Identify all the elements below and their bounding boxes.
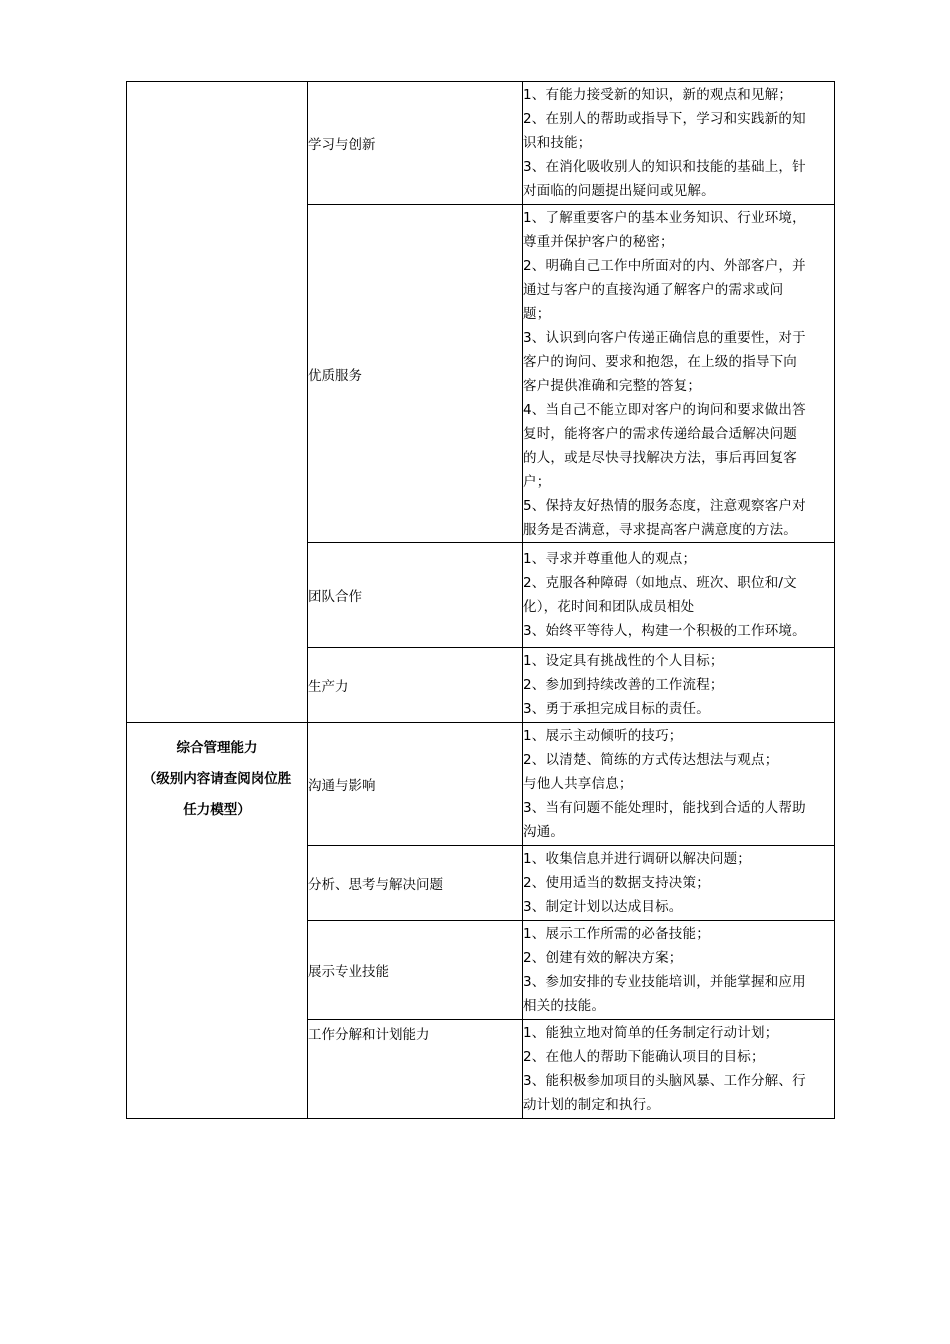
description-line: 4、当自己不能立即对客户的询问和要求做出答 — [523, 401, 806, 418]
description-line: 1、寻求并尊重他人的观点； — [523, 551, 697, 567]
description-line: 客户提供准确和完整的答复； — [523, 377, 702, 394]
competency-table — [126, 81, 835, 1119]
skill-name: 展示专业技能 — [308, 921, 523, 1020]
description-line: 2、克服各种障碍（如地点、班次、职位和/文 — [523, 575, 797, 591]
description-line: 2、使用适当的数据支持决策； — [523, 875, 710, 891]
description-line: 2、以清楚、简练的方式传达想法与观点； — [523, 752, 779, 768]
description-line: 复时，能将客户的需求传递给最合适解决问题 — [523, 425, 797, 442]
skill-description — [523, 723, 835, 846]
description-line: 1、设定具有挑战性的个人目标； — [523, 653, 724, 669]
table-row — [127, 723, 835, 846]
skill-name: 团队合作 — [308, 543, 523, 648]
skill-name: 工作分解和计划能力 — [308, 1020, 523, 1119]
description-line: 通过与客户的直接沟通了解客户的需求或问 — [523, 281, 784, 298]
skill-description — [523, 846, 835, 921]
description-line: 2、在他人的帮助下能确认项目的目标； — [523, 1049, 765, 1065]
table-row — [127, 82, 835, 205]
description-line: 3、制定计划以达成目标。 — [523, 899, 683, 915]
category-note: 任力模型） — [183, 802, 251, 818]
skill-description — [523, 1020, 835, 1119]
description-line: 1、收集信息并进行调研以解决问题； — [523, 851, 751, 867]
skill-description — [523, 921, 835, 1020]
description-line: 3、当有问题不能处理时，能找到合适的人帮助 — [523, 800, 806, 816]
skill-name: 优质服务 — [308, 205, 523, 543]
description-line: 的人，或是尽快寻找解决方法，事后再回复客 — [523, 449, 797, 466]
description-line: 识和技能； — [523, 135, 592, 151]
description-line: 2、创建有效的解决方案； — [523, 950, 683, 966]
description-line: 3、认识到向客户传递正确信息的重要性，对于 — [523, 329, 806, 346]
description-line: 5、保持友好热情的服务态度，注意观察客户对 — [523, 497, 806, 514]
description-line: 3、参加安排的专业技能培训，并能掌握和应用 — [523, 974, 806, 990]
description-line: 3、在消化吸收别人的知识和技能的基础上，针 — [523, 159, 806, 175]
description-line: 户； — [523, 473, 551, 490]
description-line: 3、始终平等待人，构建一个积极的工作环境。 — [523, 623, 806, 639]
description-line: 对面临的问题提出疑问或见解。 — [523, 183, 715, 199]
category-title: 综合管理能力 — [176, 740, 258, 756]
description-line: 2、明确自己工作中所面对的内、外部客户，并 — [523, 257, 806, 274]
description-line: 题； — [523, 305, 551, 322]
category-cell — [127, 82, 308, 723]
description-line: 沟通。 — [523, 824, 565, 840]
description-line: 3、勇于承担完成目标的责任。 — [523, 701, 710, 717]
description-line: 1、了解重要客户的基本业务知识、行业环境， — [523, 209, 806, 226]
description-line: 相关的技能。 — [523, 998, 606, 1014]
category-note: （级别内容请查阅岗位胜 — [142, 771, 292, 787]
skill-description — [523, 543, 835, 648]
skill-name: 分析、思考与解决问题 — [308, 846, 523, 921]
description-line: 3、能积极参加项目的头脑风暴、工作分解、行 — [523, 1073, 806, 1089]
description-line: 与他人共享信息； — [523, 776, 633, 792]
description-line: 2、参加到持续改善的工作流程； — [523, 677, 724, 693]
description-line: 1、能独立地对简单的任务制定行动计划； — [523, 1025, 779, 1041]
skill-name: 沟通与影响 — [308, 723, 523, 846]
description-line: 尊重并保护客户的秘密； — [523, 233, 674, 250]
category-cell — [127, 723, 308, 1119]
skill-name: 学习与创新 — [308, 82, 523, 205]
description-line: 1、展示主动倾听的技巧； — [523, 728, 683, 744]
description-line: 1、有能力接受新的知识，新的观点和见解； — [523, 87, 793, 103]
description-line: 客户的询问、要求和抱怨，在上级的指导下向 — [523, 353, 797, 370]
description-line: 服务是否满意，寻求提高客户满意度的方法。 — [523, 521, 797, 538]
skill-description — [523, 205, 835, 543]
skill-description — [523, 82, 835, 205]
skill-name: 生产力 — [308, 648, 523, 723]
skill-description — [523, 648, 835, 723]
description-line: 1、展示工作所需的必备技能； — [523, 926, 710, 942]
description-line: 化），花时间和团队成员相处 — [523, 599, 695, 615]
description-line: 动计划的制定和执行。 — [523, 1097, 660, 1113]
description-line: 2、在别人的帮助或指导下，学习和实践新的知 — [523, 111, 806, 127]
